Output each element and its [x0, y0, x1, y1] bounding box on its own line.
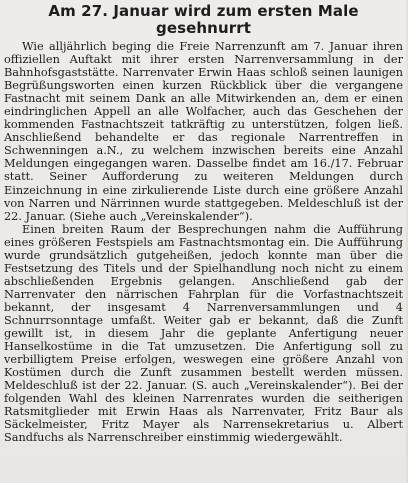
- article-headline: [4, 3, 403, 37]
- headline-line-1: Am 27. Januar wird zum ersten Male: [48, 2, 359, 20]
- headline-line-2: gesehnurrt: [155, 19, 251, 37]
- article-paragraph-1: Wie alljährlich beging die Freie Narrenzunft am 7. Januar ihren offiziellen Auftakt mit ihrer ersten Narrenversammlung in der Bahnhofsgaststätte. Narrenvater Erwin Haas schloß seinen launigen Begrüßungsworten einen kurzen Rückblick über die vergangene Fastnacht mit seinem Dank an alle Mitwirkenden an, dem er einen eindringlichen Appell an alle Wolfacher, auch das Geschehen der kommenden Fastnachtszeit tatkräftig zu unterstützen, folgen ließ. Anschließend behandelte er das regionale Narrentreffen in Schwenningen a.N., zu welchem inzwischen bereits eine Anzahl Meldungen eingegangen waren. Dasselbe findet am 16./17. Februar statt. Seiner Aufforderung zu weiteren Meldungen durch Einzeichnung in eine zirkulierende Liste durch eine größere Anzahl von Narren und Närrinnen wurde stattgegeben. Meldeschluß ist der 22. Januar. (Siehe auch „Vereinskalender“).: [4, 40, 403, 223]
- article-paragraph-2: Einen breiten Raum der Besprechungen nahm die Aufführung eines größeren Festspiels am Fastnachtsmontag ein. Die Aufführung wurde grundsätzlich gutgeheißen, jedoch konnte man über die Festsetzung des Titels und der Spielhandlung noch nicht zu einem abschließenden Ergebnis gelangen. Anschließend gab der Narrenvater den närrischen Fahrplan für die Vorfastnachtszeit bekannt, der insgesamt 4 Narrenversammlungen und 4 Schnurrsonntage umfaßt. Weiter gab er bekannt, daß die Zunft gewillt ist, in diesem Jahr die geplante Anfertigung neuer Hanselkostüme in die Tat umzusetzen. Die Anfertigung soll zu verbilligtem Preise erfolgen, weswegen eine größere Anzahl von Kostümen durch die Zunft zusammen bestellt werden müssen. Meldeschluß ist der 22. Januar. (S. auch „Vereinskalender“). Bei der folgenden Wahl des kleinen Narrenrates wurden die seitherigen Ratsmitglieder mit Erwin Haas als Narrenvater, Fritz Baur als Säckelmeister, Fritz Mayer als Narrensekretarius u. Albert Sandfuchs als Narrenschreiber einstimmig wiedergewählt.: [4, 222, 403, 445]
